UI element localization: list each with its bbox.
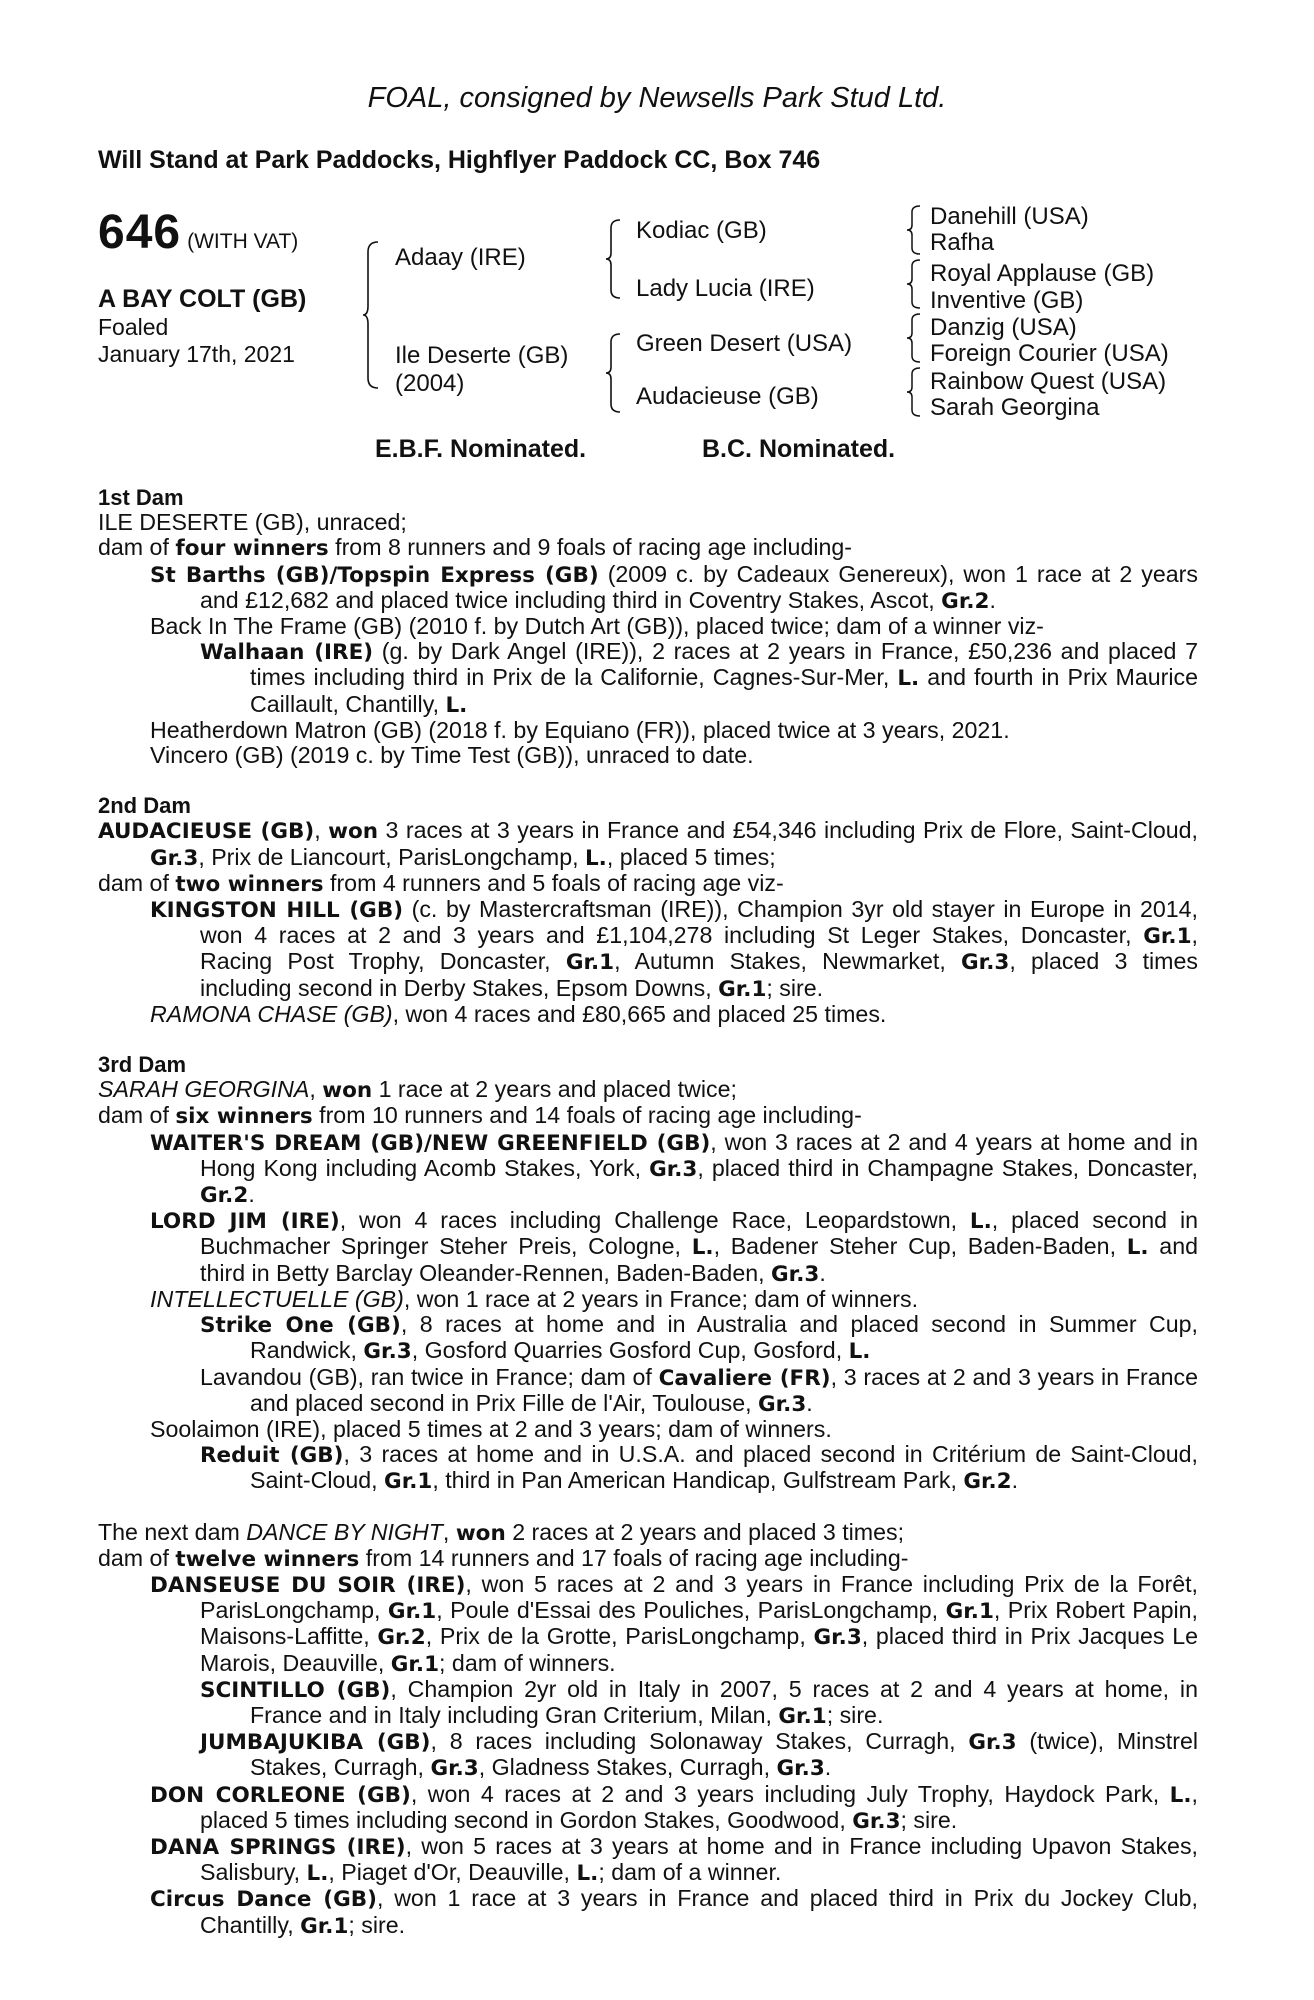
text-run: won xyxy=(455,1520,506,1546)
text-run: , placed 5 times including second in Gordon Stakes, Goodwood, xyxy=(200,1780,1198,1833)
text-run: , Poule d'Essai des Pouliches, ParisLongchamp, xyxy=(436,1597,946,1624)
text-run: Gr.3 xyxy=(649,1156,698,1182)
text-run: Gr.3 xyxy=(813,1625,862,1651)
text-run: Gr.1 xyxy=(300,1913,349,1939)
pedigree-sire-dam: Lady Lucia (IRE) xyxy=(636,275,815,302)
text-run: L. xyxy=(897,666,920,692)
text-run: , 3 races at 2 and 3 years in France and placed second in Prix Fille de l'Air, Toulouse, xyxy=(250,1363,1198,1416)
text-run: , 8 races including Solonaway Stakes, Curragh, xyxy=(430,1728,969,1755)
text-run: Strike One (GB) xyxy=(200,1313,401,1339)
text-run: 3 races at 3 years in France and £54,346 including Prix de Flore, Saint-Cloud, xyxy=(378,817,1198,844)
text-run: Gr.3 xyxy=(363,1339,412,1365)
text-run: (c. by Mastercraftsman (IRE)), Champion 3yr old stayer in Europe in 2014, won 4 races at 2 and 3 years and £1,104,278 including St Leger Stakes, Doncaster, xyxy=(200,896,1198,949)
text-run: INTELLECTUELLE (GB) xyxy=(150,1285,404,1312)
foaled-info xyxy=(98,314,295,368)
produce-entry xyxy=(98,1002,1198,1027)
second-dam-heading: 2nd Dam xyxy=(98,793,191,819)
text-run: Gr.3 xyxy=(961,950,1010,976)
text-run: Gr.3 xyxy=(968,1730,1017,1756)
text-run: Gr.3 xyxy=(776,1756,825,1782)
first-dam-heading: 1st Dam xyxy=(98,485,184,510)
pedigree-brace-dam xyxy=(605,332,623,414)
text-run: DANSEUSE DU SOIR (IRE) xyxy=(150,1572,466,1598)
produce-entry xyxy=(98,1417,1198,1442)
text-run: , placed third in Prix Jacques Le Marois, Deauville, xyxy=(200,1623,1198,1676)
text-run: four winners xyxy=(175,536,329,562)
produce-entry xyxy=(98,639,1198,718)
text-run: Gr.1 xyxy=(718,976,767,1002)
text-run: , won 4 races at 2 and 3 years including July Trophy, Haydock Park, xyxy=(410,1780,1170,1807)
text-run: , Racing Post Trophy, Doncaster, xyxy=(200,922,1198,975)
text-run: Walhaan (IRE) xyxy=(200,640,374,666)
text-run: , xyxy=(309,1076,323,1103)
second-dam-produce-summary xyxy=(98,871,1198,897)
text-run: Gr.2 xyxy=(963,1469,1012,1495)
text-run: The next dam xyxy=(98,1518,247,1545)
foaled-date: January 17th, 2021 xyxy=(98,341,295,367)
text-run: Lavandou (GB), ran twice in France; dam of xyxy=(200,1363,659,1390)
text-run: . xyxy=(824,1754,832,1781)
vat-note: (WITH VAT) xyxy=(187,230,299,253)
stand-location: Will Stand at Park Paddocks, Highflyer Paddock CC, Box 746 xyxy=(98,146,821,174)
third-dam-line xyxy=(98,1077,1198,1103)
text-run: ; sire. xyxy=(900,1806,958,1833)
text-run: , Gosford Quarries Gosford Cup, Gosford, xyxy=(411,1337,849,1364)
produce-entry xyxy=(98,1572,1198,1677)
text-run: , Champion 2yr old in Italy in 2007, 5 races at 2 and 4 years at home, in France and in Italy including Gran Criterium, Milan, xyxy=(250,1675,1198,1728)
ebf-nominated: E.B.F. Nominated. xyxy=(375,435,587,463)
text-run: six winners xyxy=(175,1104,313,1130)
text-run: Gr.1 xyxy=(1143,924,1192,950)
text-run: Back In The Frame (GB) (2010 f. by Dutch Art (GB)), placed twice; dam of a winner viz- xyxy=(150,613,1044,640)
text-run: L. xyxy=(1126,1235,1149,1261)
text-run: Gr.1 xyxy=(384,1469,433,1495)
text-run: won xyxy=(322,1078,373,1104)
text-run: , Prix Robert Papin, Maisons-Laffitte, xyxy=(200,1597,1199,1650)
text-run: DON CORLEONE (GB) xyxy=(150,1782,411,1808)
text-run: Gr.3 xyxy=(757,1391,807,1417)
second-dam-line xyxy=(98,818,1198,870)
produce-entry xyxy=(98,614,1198,639)
foaled-label: Foaled xyxy=(98,314,169,340)
text-run: , Gladness Stakes, Curragh, xyxy=(478,1754,777,1781)
text-run: from 14 runners and 17 foals of racing age including- xyxy=(359,1544,909,1571)
produce-entry xyxy=(98,1886,1198,1938)
text-run: Gr.3 xyxy=(430,1756,479,1782)
lot-number-block xyxy=(98,205,298,260)
text-run: Gr.2 xyxy=(941,588,990,614)
first-dam-line xyxy=(98,510,1198,535)
text-run: from 8 runners and 9 foals of racing age including- xyxy=(328,534,853,561)
text-run: L. xyxy=(576,1861,599,1887)
produce-entry xyxy=(98,1834,1198,1886)
text-run: L. xyxy=(1169,1782,1192,1808)
text-run: Gr.2 xyxy=(377,1625,426,1651)
text-run: , placed second in Buchmacher Springer Steher Preis, Cologne, xyxy=(200,1207,1198,1260)
pedigree-brace-g4 xyxy=(906,366,922,418)
text-run: , Badener Steher Cup, Baden-Baden, xyxy=(713,1233,1127,1260)
text-run: Gr.3 xyxy=(852,1808,901,1834)
text-run: RAMONA CHASE (GB) xyxy=(150,1000,393,1027)
pedigree-brace-main xyxy=(362,240,382,390)
text-run: , third in Pan American Handicap, Gulfstream Park, xyxy=(432,1467,964,1494)
text-run: Gr.1 xyxy=(565,950,615,976)
text-run: L. xyxy=(306,1861,329,1887)
text-run: twelve winners xyxy=(175,1546,360,1572)
text-run: and fourth in Prix Maurice Caillault, Chantilly, xyxy=(250,664,1198,717)
produce-entry xyxy=(98,1130,1198,1209)
text-run: . xyxy=(1011,1467,1019,1494)
pedigree-g2: Rafha xyxy=(930,229,995,256)
first-dam-produce-summary xyxy=(98,535,1198,561)
text-run: . xyxy=(989,586,996,613)
consignor-line: FOAL, consigned by Newsells Park Stud Ltd. xyxy=(367,82,947,114)
text-run: Reduit (GB) xyxy=(200,1443,344,1469)
text-run: Gr.1 xyxy=(778,1703,827,1729)
pedigree-brace-g3 xyxy=(906,312,922,364)
text-run: , Prix de la Grotte, ParisLongchamp, xyxy=(425,1623,814,1650)
lot-description: A BAY COLT (GB) xyxy=(98,285,307,313)
pedigree-dam-sire: Green Desert (USA) xyxy=(636,330,853,357)
text-run: and third in Betty Barclay Oleander-Rennen, Baden-Baden, xyxy=(200,1233,1198,1286)
text-run: , Prix de Liancourt, ParisLongchamp, xyxy=(198,843,585,870)
text-run: L. xyxy=(445,692,468,718)
text-run: from 4 runners and 5 foals of racing age viz- xyxy=(323,869,784,896)
text-run: from 10 runners and 14 foals of racing age including- xyxy=(312,1102,862,1129)
text-run: WAITER'S DREAM (GB)/NEW GREENFIELD (GB) xyxy=(150,1130,711,1156)
text-run: (g. by Dark Angel (IRE)), 2 races at 2 years in France, £50,236 and placed 7 times including third in Prix de la Californie, Cagnes-Sur-Mer, xyxy=(250,638,1198,691)
text-run: LORD JIM (IRE) xyxy=(150,1209,340,1235)
text-run: dam of xyxy=(98,1544,176,1571)
text-run: , won 5 races at 2 and 3 years in France including Prix de la Forêt, ParisLongchamp, xyxy=(200,1570,1198,1624)
text-run: (2009 c. by Cadeaux Genereux), won 1 race at 2 years and £12,682 and placed twice including third in Coventry Stakes, Ascot, xyxy=(200,560,1198,613)
text-run: KINGSTON HILL (GB) xyxy=(150,898,404,924)
text-run: Soolaimon (IRE), placed 5 times at 2 and 3 years; dam of winners. xyxy=(150,1415,832,1442)
text-run: , Autumn Stakes, Newmarket, xyxy=(614,948,962,975)
text-run: (twice), Minstrel Stakes, Curragh, xyxy=(250,1728,1199,1781)
pedigree-g1: Danehill (USA) xyxy=(930,203,1089,230)
text-run: Heatherdown Matron (GB) (2018 f. by Equiano (FR)), placed twice at 3 years, 2021. xyxy=(150,716,1010,743)
text-run: , won 4 races and £80,665 and placed 25 times. xyxy=(392,1000,887,1027)
pedigree-g3: Royal Applause (GB) xyxy=(930,260,1155,287)
produce-entry xyxy=(98,1312,1198,1364)
text-run: SARAH GEORGINA xyxy=(98,1076,310,1103)
lot-number: 646 xyxy=(98,206,182,259)
pedigree-dam-dam: Audacieuse (GB) xyxy=(636,383,819,410)
produce-entry xyxy=(98,1782,1198,1834)
produce-entry xyxy=(98,562,1198,614)
text-run: two winners xyxy=(175,871,324,897)
text-run: . xyxy=(248,1181,255,1208)
third-dam-heading: 3rd Dam xyxy=(98,1052,187,1078)
text-run: , Piaget d'Or, Deauville, xyxy=(328,1859,577,1886)
text-run: AUDACIEUSE (GB) xyxy=(98,819,315,845)
text-run: ; dam of a winner. xyxy=(598,1859,782,1886)
text-run: , xyxy=(314,817,329,844)
produce-entry xyxy=(98,897,1198,1002)
produce-entry xyxy=(98,1208,1198,1287)
text-run: Cavaliere (FR) xyxy=(658,1365,831,1391)
text-run: , 8 races at home and in Australia and placed second in Summer Cup, Randwick, xyxy=(250,1311,1198,1364)
text-run: won xyxy=(328,819,379,845)
produce-entry xyxy=(98,1365,1198,1417)
catalogue-body xyxy=(98,485,1198,1939)
text-run: DANCE BY NIGHT xyxy=(246,1518,443,1545)
text-run: Circus Dance (GB) xyxy=(150,1887,377,1913)
text-run: ILE DESERTE (GB), unraced; xyxy=(98,509,407,536)
pedigree-g8: Sarah Georgina xyxy=(930,394,1100,421)
produce-entry xyxy=(98,1442,1198,1494)
text-run: L. xyxy=(848,1339,871,1365)
text-run: , won 1 race at 3 years in France and placed third in Prix du Jockey Club, Chantilly, xyxy=(200,1885,1198,1938)
bc-nominated: B.C. Nominated. xyxy=(702,435,896,463)
text-run: , 3 races at home and in U.S.A. and placed second in Critérium de Saint-Cloud, Saint-Cloud, xyxy=(250,1441,1199,1494)
produce-entry xyxy=(98,718,1198,743)
text-run: Gr.1 xyxy=(945,1599,994,1625)
text-run: dam of xyxy=(98,869,176,896)
text-run: Gr.3 xyxy=(771,1261,820,1287)
text-run: Gr.1 xyxy=(387,1599,437,1625)
pedigree-g5: Danzig (USA) xyxy=(930,314,1077,341)
pedigree-brace-g2 xyxy=(906,258,922,310)
text-run: Gr.3 xyxy=(150,845,199,871)
produce-entry xyxy=(98,1729,1198,1781)
produce-entry xyxy=(98,1287,1198,1312)
pedigree-g7: Rainbow Quest (USA) xyxy=(930,368,1167,395)
text-run: , won 3 races at 2 and 4 years at home and in Hong Kong including Acomb Stakes, York, xyxy=(200,1128,1198,1181)
text-run: 2 races at 2 years and placed 3 times; xyxy=(505,1518,905,1545)
pedigree-dam: Ile Deserte (GB) xyxy=(395,342,569,369)
text-run: , placed third in Champagne Stakes, Doncaster, xyxy=(697,1154,1198,1181)
pedigree-g4: Inventive (GB) xyxy=(930,287,1084,314)
text-run: L. xyxy=(969,1209,992,1235)
next-dam-line xyxy=(98,1520,1198,1546)
text-run: Gr.2 xyxy=(200,1183,249,1209)
text-run: dam of xyxy=(98,534,176,561)
text-run: Vincero (GB) (2019 c. by Time Test (GB)), unraced to date. xyxy=(150,742,754,769)
pedigree-g6: Foreign Courier (USA) xyxy=(930,340,1169,367)
pedigree-brace-sire xyxy=(605,218,623,300)
pedigree-sire-sire: Kodiac (GB) xyxy=(636,217,767,244)
text-run: Gr.1 xyxy=(390,1651,440,1677)
text-run: L. xyxy=(691,1235,714,1261)
text-run: dam of xyxy=(98,1102,176,1129)
text-run: 1 race at 2 years and placed twice; xyxy=(372,1076,737,1103)
produce-entry xyxy=(98,1677,1198,1729)
text-run: L. xyxy=(584,845,607,871)
text-run: , xyxy=(442,1518,456,1545)
text-run: ; dam of winners. xyxy=(439,1649,616,1676)
text-run: , won 5 races at 3 years at home and in France including Upavon Stakes, Salisbury, xyxy=(200,1832,1198,1886)
text-run: , won 4 races including Challenge Race, Leopardstown, xyxy=(339,1207,970,1234)
text-run: St Barths (GB)/Topspin Express (GB) xyxy=(150,562,599,588)
text-run: ; sire. xyxy=(826,1701,884,1728)
pedigree-brace-g1 xyxy=(906,204,922,256)
pedigree-dam-year: (2004) xyxy=(395,370,465,397)
text-run: . xyxy=(806,1389,813,1416)
text-run: , placed 3 times including second in Derby Stakes, Epsom Downs, xyxy=(200,948,1198,1001)
text-run: SCINTILLO (GB) xyxy=(200,1677,391,1703)
pedigree-sire: Adaay (IRE) xyxy=(395,244,526,271)
text-run: , placed 5 times; xyxy=(606,843,776,870)
text-run: ; sire. xyxy=(766,974,824,1001)
produce-entry xyxy=(98,743,1198,768)
next-dam-produce-summary xyxy=(98,1546,1198,1572)
text-run: ; sire. xyxy=(348,1911,406,1938)
text-run: DANA SPRINGS (IRE) xyxy=(150,1834,406,1860)
text-run: , won 1 race at 2 years in France; dam of winners. xyxy=(403,1285,919,1312)
text-run: . xyxy=(819,1259,826,1286)
text-run: JUMBAJUKIBA (GB) xyxy=(200,1730,431,1756)
third-dam-produce-summary xyxy=(98,1103,1198,1129)
